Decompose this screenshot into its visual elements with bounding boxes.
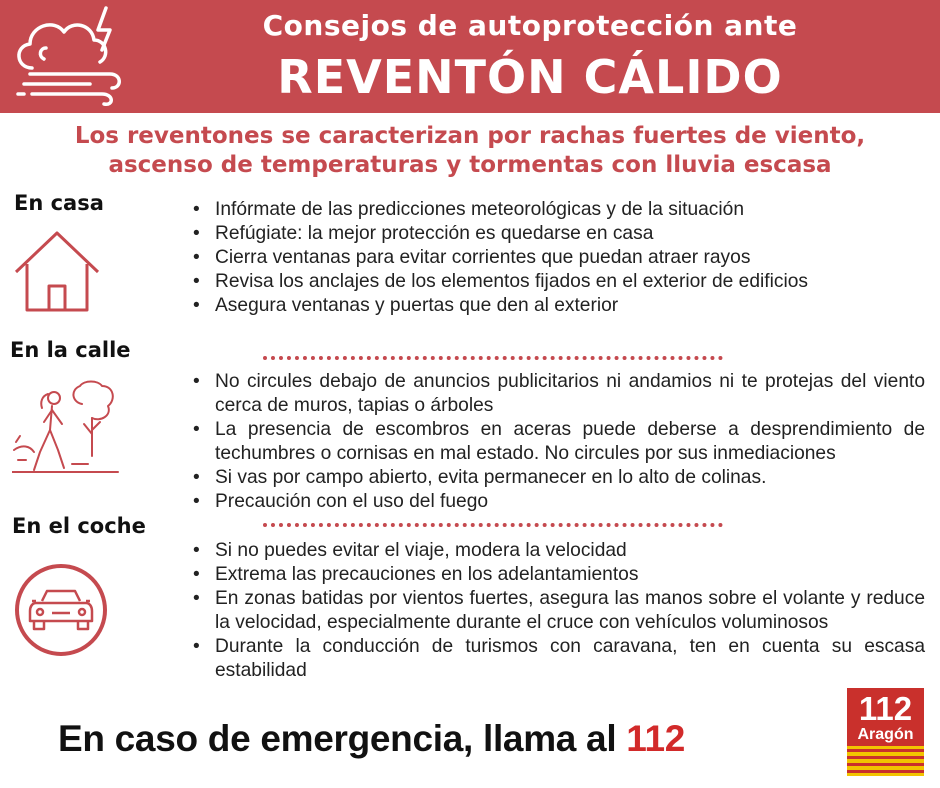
header-title-line2: REVENTÓN CÁLIDO <box>277 50 783 104</box>
list-item: • Asegura ventanas y puertas que den al exterior <box>190 294 925 318</box>
list-item: • Revisa los anclajes de los elementos fijados en el exterior de edificios <box>190 270 925 294</box>
storm-wind-icon <box>10 4 132 108</box>
emergency-number: 112 <box>626 718 686 759</box>
list-coche <box>190 539 925 683</box>
section-title-coche: En el coche <box>12 514 146 538</box>
dotted-divider <box>263 523 723 527</box>
list-item: • Refúgiate: la mejor protección es quedarse en casa <box>190 222 925 246</box>
dotted-divider <box>263 356 723 360</box>
section-title-calle: En la calle <box>10 338 131 362</box>
list-item: • Durante la conducción de turismos con caravana, ten en cuenta su escasa estabilidad <box>190 635 925 683</box>
list-item: • La presencia de escombros en aceras puede deberse a desprendimiento de techumbres o cornisas en mal estado. No circules por sus inmediaciones <box>190 418 925 466</box>
person-walking-tree-icon <box>12 380 120 478</box>
list-item: • Si no puedes evitar el viaje, modera la velocidad <box>190 539 925 563</box>
subtitle-line2: ascenso de temperaturas y tormentas con lluvia escasa <box>108 152 832 178</box>
badge-number: 112 <box>858 690 913 727</box>
badge-region: Aragón <box>857 726 914 743</box>
112-aragon-logo <box>847 688 924 776</box>
list-item: • Infórmate de las predicciones meteorológicas y de la situación <box>190 198 925 222</box>
emergency-call-text <box>58 718 685 760</box>
car-icon <box>14 563 108 657</box>
list-item: • Cierra ventanas para evitar corrientes que puedan atraer rayos <box>190 246 925 270</box>
header-title-line1: Consejos de autoprotección ante <box>262 9 798 42</box>
subtitle <box>0 122 940 180</box>
house-icon <box>12 228 102 314</box>
list-casa <box>190 198 925 318</box>
header-banner <box>0 0 940 113</box>
section-title-casa: En casa <box>14 191 104 215</box>
list-item: • Precaución con el uso del fuego <box>190 490 925 514</box>
emergency-call-label: En caso de emergencia, llama al <box>58 718 627 759</box>
list-item: • No circules debajo de anuncios publicitarios ni andamios ni te protejas del viento cerca de muros, tapias o árboles <box>190 370 925 418</box>
aragon-flag-stripes <box>847 746 924 776</box>
list-item: • Extrema las precauciones en los adelantamientos <box>190 563 925 587</box>
list-item: • En zonas batidas por vientos fuertes, asegura las manos sobre el volante y reduce la velocidad, especialmente durante el cruce con vehículos voluminosos <box>190 587 925 635</box>
subtitle-line1: Los reventones se caracterizan por rachas fuertes de viento, <box>74 123 866 149</box>
list-calle <box>190 370 925 514</box>
list-item: • Si vas por campo abierto, evita permanecer en lo alto de colinas. <box>190 466 925 490</box>
